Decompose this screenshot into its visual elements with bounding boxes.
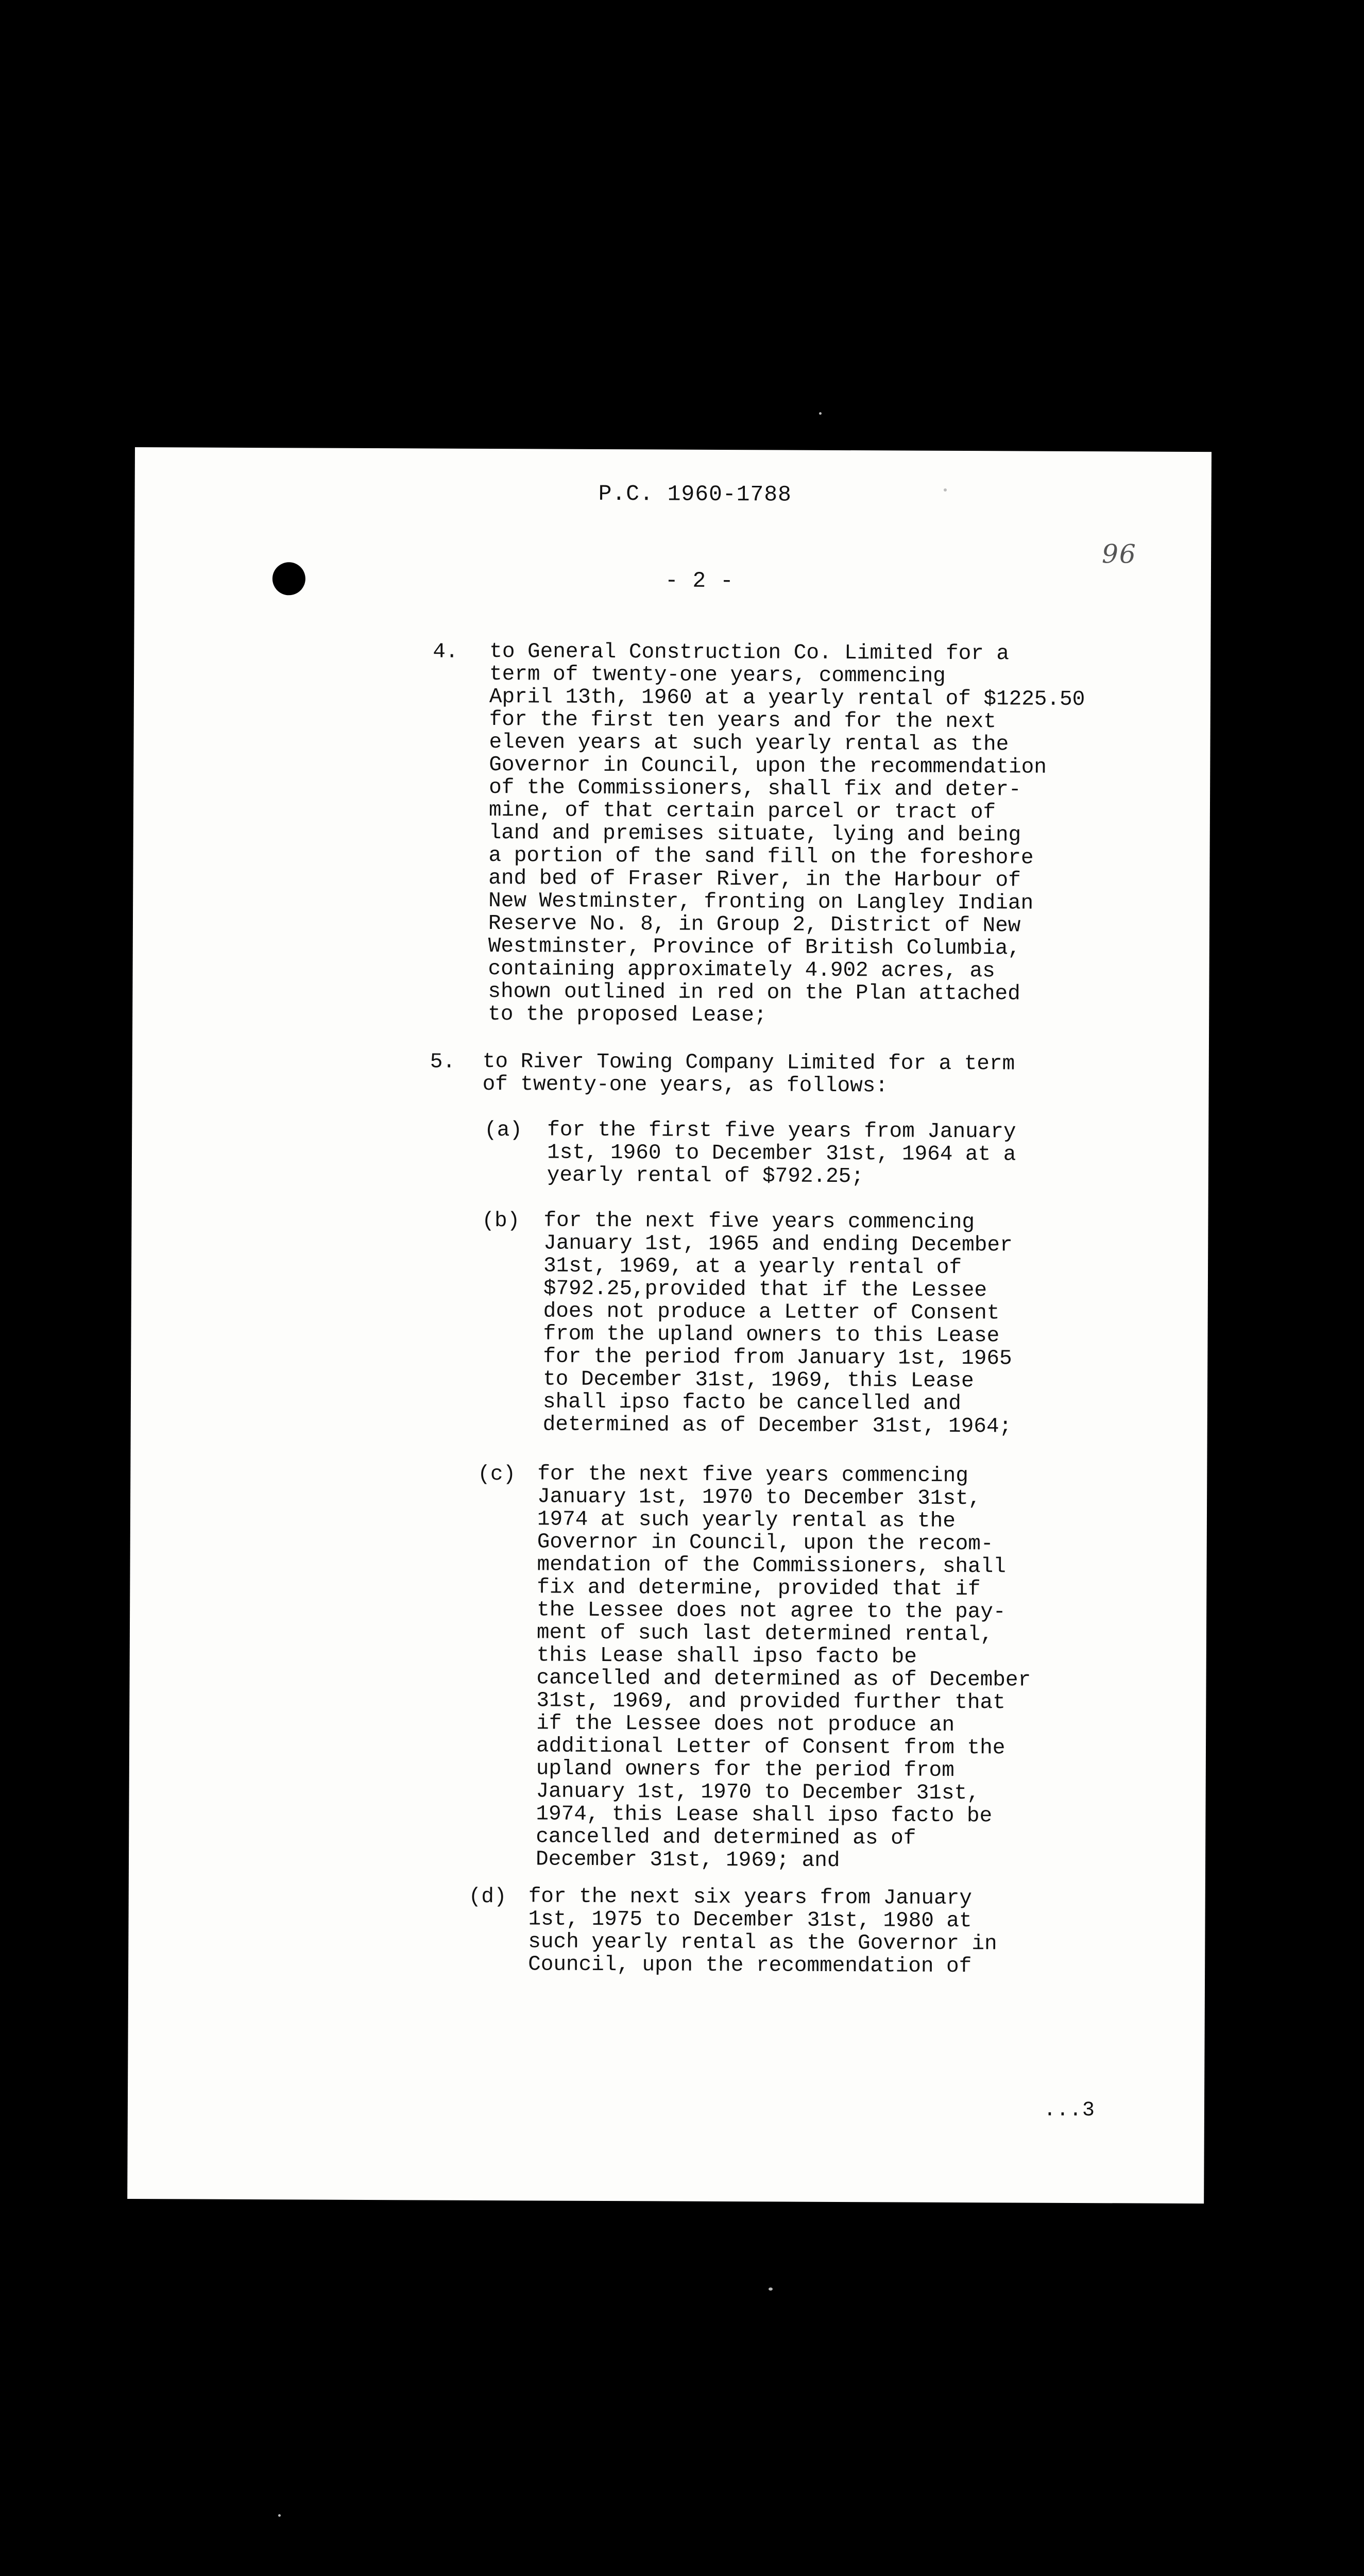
text-line: December 31st, 1969; and bbox=[535, 1848, 840, 1873]
text-line: does not produce a Letter of Consent bbox=[543, 1299, 1000, 1326]
text-line: mine, of that certain parcel or tract of bbox=[488, 799, 996, 825]
text-line: a portion of the sand fill on the foreshore bbox=[488, 844, 1034, 870]
item-5a-label: (a) bbox=[484, 1118, 523, 1143]
item-5a-text bbox=[547, 1119, 1016, 1189]
text-line: 31st, 1969, and provided further that bbox=[536, 1689, 1005, 1715]
item-4-number: 4. bbox=[433, 640, 458, 664]
text-line: containing approximately 4.902 acres, as bbox=[488, 957, 995, 984]
text-line: $792.25,provided that if the Lessee bbox=[543, 1277, 987, 1303]
item-5b-text bbox=[543, 1209, 1013, 1438]
text-line: Westminster, Province of British Columbia, bbox=[488, 935, 1021, 961]
scan-speck bbox=[769, 2287, 773, 2291]
text-line: eleven years at such yearly rental as the bbox=[489, 731, 1009, 757]
punch-hole bbox=[272, 562, 305, 595]
text-line: Governor in Council, upon the recom- bbox=[537, 1530, 994, 1556]
text-line: for the next five years commencing bbox=[543, 1209, 975, 1235]
text-line: to River Towing Company Limited for a term bbox=[482, 1049, 1015, 1076]
text-line: determined as of December 31st, 1964; bbox=[542, 1413, 1012, 1439]
text-line: cancelled and determined as of December bbox=[536, 1666, 1031, 1692]
text-line: 1974, this Lease shall ipso facto be bbox=[536, 1802, 993, 1828]
item-5-text bbox=[483, 1050, 1015, 1098]
text-line: January 1st, 1970 to December 31st, bbox=[536, 1780, 980, 1806]
text-line: 1st, 1975 to December 31st, 1980 at bbox=[528, 1907, 972, 1934]
text-line: upland owners for the period from bbox=[536, 1757, 954, 1783]
scan-speck bbox=[819, 412, 822, 415]
item-5c-label: (c) bbox=[478, 1462, 516, 1487]
item-4-text bbox=[488, 640, 1085, 1028]
text-line: Governor in Council, upon the recommendation bbox=[489, 753, 1047, 779]
text-line: fix and determine, provided that if bbox=[537, 1575, 981, 1602]
text-line: this Lease shall ipso facto be bbox=[536, 1643, 917, 1669]
page-number: - 2 - bbox=[664, 568, 735, 594]
text-line: Council, upon the recommendation of bbox=[528, 1953, 972, 1979]
text-line: from the upland owners to this Lease bbox=[543, 1322, 1000, 1348]
text-line: January 1st, 1970 to December 31st, bbox=[537, 1485, 981, 1511]
item-5c-text bbox=[536, 1463, 1032, 1873]
continuation-marker: ...3 bbox=[1043, 2098, 1096, 2123]
text-line: for the first ten years and for the next bbox=[489, 708, 996, 734]
text-line: term of twenty-one years, commencing bbox=[489, 663, 946, 688]
item-5-number: 5. bbox=[430, 1050, 456, 1074]
text-line: for the next five years commencing bbox=[537, 1462, 968, 1488]
text-line: additional Letter of Consent from the bbox=[536, 1734, 1005, 1760]
folio-number: 96 bbox=[1101, 539, 1137, 569]
text-line: January 1st, 1965 and ending December bbox=[543, 1231, 1013, 1258]
text-line: 31st, 1969, at a yearly rental of bbox=[543, 1254, 962, 1280]
document-reference: P.C. 1960-1788 bbox=[598, 481, 792, 507]
text-line: for the next six years from January bbox=[528, 1885, 972, 1911]
text-line: of twenty-one years, as follows: bbox=[482, 1072, 889, 1098]
item-5b-label: (b) bbox=[482, 1209, 520, 1233]
text-line: if the Lessee does not produce an bbox=[536, 1711, 955, 1737]
text-line: 1st, 1960 to December 31st, 1964 at a bbox=[547, 1141, 1016, 1167]
text-line: Reserve No. 8, in Group 2, District of New bbox=[488, 912, 1021, 938]
text-line: cancelled and determined as of bbox=[536, 1825, 916, 1851]
text-line: yearly rental of $792.25; bbox=[547, 1163, 864, 1189]
text-line: to General Construction Co. Limited for a bbox=[489, 640, 1010, 666]
text-line: land and premises situate, lying and being bbox=[488, 821, 1021, 848]
text-line: to December 31st, 1969, this Lease bbox=[543, 1367, 974, 1394]
text-line: for the first five years from January bbox=[547, 1118, 1016, 1144]
item-5d-text bbox=[528, 1885, 997, 1978]
text-line: of the Commissioners, shall fix and deter- bbox=[489, 776, 1021, 802]
item-5d-label: (d) bbox=[468, 1885, 507, 1909]
document-page bbox=[127, 447, 1212, 2204]
text-line: and bed of Fraser River, in the Harbour of bbox=[488, 867, 1021, 893]
text-line: shall ipso facto be cancelled and bbox=[542, 1390, 961, 1416]
text-line: shown outlined in red on the Plan attached bbox=[488, 980, 1020, 1006]
scan-speck bbox=[944, 488, 947, 492]
text-line: the Lessee does not agree to the pay- bbox=[537, 1598, 1006, 1624]
scan-speck bbox=[278, 2514, 281, 2517]
text-line: to the proposed Lease; bbox=[488, 1003, 767, 1028]
text-line: New Westminster, fronting on Langley Indian bbox=[488, 889, 1034, 916]
text-line: April 13th, 1960 at a yearly rental of $1225.50 bbox=[489, 685, 1085, 712]
text-line: for the period from January 1st, 1965 bbox=[543, 1345, 1012, 1371]
text-line: 1974 at such yearly rental as the bbox=[537, 1507, 956, 1533]
text-line: such yearly rental as the Governor in bbox=[528, 1930, 997, 1956]
text-line: ment of such last determined rental, bbox=[536, 1621, 993, 1647]
text-line: mendation of the Commissioners, shall bbox=[537, 1553, 1006, 1579]
